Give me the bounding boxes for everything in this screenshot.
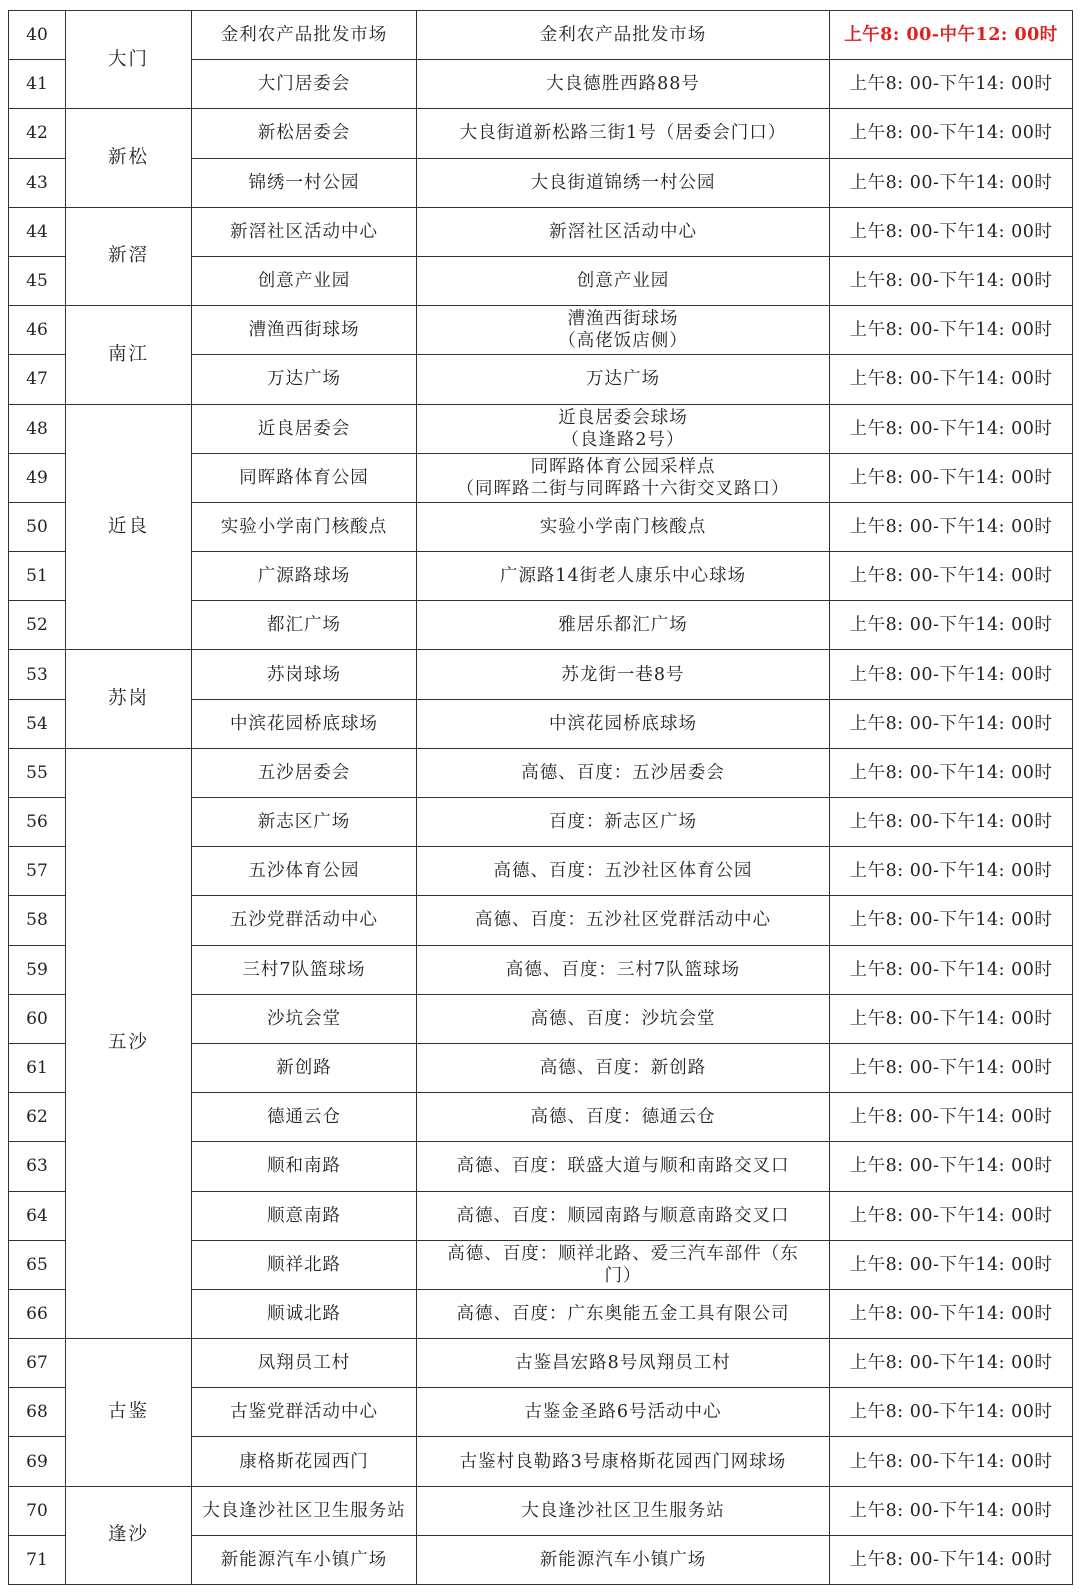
row-number: 51 — [9, 552, 66, 601]
site-address — [417, 11, 830, 60]
sampling-hours: 上午8: 00-下午14: 00时 — [830, 1240, 1073, 1289]
site-name: 新创路 — [192, 1043, 417, 1092]
row-number: 61 — [9, 1043, 66, 1092]
site-address — [417, 552, 830, 601]
site-name: 都汇广场 — [192, 601, 417, 650]
sampling-hours: 上午8: 00-下午14: 00时 — [830, 1339, 1073, 1388]
address-line: 漕渔西街球场 — [567, 309, 679, 330]
site-address — [417, 502, 830, 551]
address-line: 高德、百度：三村7队篮球场 — [505, 959, 741, 980]
row-number: 42 — [9, 109, 66, 158]
address-line: 古鉴金圣路6号活动中心 — [524, 1402, 722, 1423]
sampling-hours: 上午8: 00-下午14: 00时 — [830, 306, 1073, 355]
site-address — [417, 109, 830, 158]
address-line: 高德、百度：沙坑会堂 — [530, 1008, 716, 1029]
community-name: 逢沙 — [66, 1486, 192, 1584]
address-line: 大良街道新松路三街1号（居委会门口） — [459, 123, 787, 144]
site-name: 广源路球场 — [192, 552, 417, 601]
address-line: 创意产业园 — [576, 271, 670, 292]
address-line: （高佬饭店侧） — [558, 331, 688, 352]
sampling-hours: 上午8: 00-下午14: 00时 — [830, 1388, 1073, 1437]
site-address — [417, 1240, 830, 1289]
address-line: 高德、百度：顺祥北路、爱三汽车部件（东 — [447, 1243, 799, 1264]
community-name: 苏岗 — [66, 650, 192, 748]
site-name: 康格斯花园西门 — [192, 1437, 417, 1486]
address-line: 大良逢沙社区卫生服务站 — [521, 1500, 725, 1521]
site-address — [417, 158, 830, 207]
row-number: 56 — [9, 798, 66, 847]
sampling-hours: 上午8: 00-中午12: 00时 — [830, 11, 1073, 60]
row-number: 67 — [9, 1339, 66, 1388]
address-line: 百度：新志区广场 — [549, 812, 697, 833]
site-name: 近良居委会 — [192, 404, 417, 453]
site-name: 顺祥北路 — [192, 1240, 417, 1289]
sampling-site-table-container — [8, 10, 1072, 1585]
site-address — [417, 601, 830, 650]
row-number: 54 — [9, 699, 66, 748]
site-address — [417, 748, 830, 797]
community-name: 近良 — [66, 404, 192, 650]
row-number: 65 — [9, 1240, 66, 1289]
community-name: 古鉴 — [66, 1339, 192, 1487]
sampling-hours: 上午8: 00-下午14: 00时 — [830, 1437, 1073, 1486]
community-name: 南江 — [66, 306, 192, 404]
sampling-hours: 上午8: 00-下午14: 00时 — [830, 1142, 1073, 1191]
address-line: （良逢路2号） — [561, 429, 685, 450]
address-line: 新滘社区活动中心 — [549, 221, 697, 242]
row-number: 40 — [9, 11, 66, 60]
table-row — [9, 11, 1073, 60]
site-name: 中滨花园桥底球场 — [192, 699, 417, 748]
site-name: 五沙党群活动中心 — [192, 896, 417, 945]
address-line: 实验小学南门核酸点 — [539, 516, 707, 537]
sampling-hours: 上午8: 00-下午14: 00时 — [830, 847, 1073, 896]
table-body — [9, 11, 1073, 1585]
row-number: 68 — [9, 1388, 66, 1437]
table-row — [9, 650, 1073, 699]
row-number: 60 — [9, 994, 66, 1043]
address-line: 门） — [604, 1265, 642, 1286]
sampling-hours: 上午8: 00-下午14: 00时 — [830, 256, 1073, 305]
site-address — [417, 256, 830, 305]
row-number: 41 — [9, 60, 66, 109]
row-number: 70 — [9, 1486, 66, 1535]
sampling-hours: 上午8: 00-下午14: 00时 — [830, 650, 1073, 699]
site-address — [417, 1388, 830, 1437]
site-address — [417, 1093, 830, 1142]
site-address — [417, 994, 830, 1043]
row-number: 66 — [9, 1289, 66, 1338]
sampling-hours: 上午8: 00-下午14: 00时 — [830, 552, 1073, 601]
sampling-hours: 上午8: 00-下午14: 00时 — [830, 60, 1073, 109]
address-line: 近良居委会球场 — [558, 407, 688, 428]
site-name: 大门居委会 — [192, 60, 417, 109]
site-address — [417, 945, 830, 994]
address-line: 大良街道锦绣一村公园 — [530, 172, 716, 193]
row-number: 45 — [9, 256, 66, 305]
site-name: 金利农产品批发市场 — [192, 11, 417, 60]
site-name: 新滘社区活动中心 — [192, 207, 417, 256]
address-line: 高德、百度：五沙社区体育公园 — [493, 861, 753, 882]
community-name: 大门 — [66, 11, 192, 109]
sampling-hours: 上午8: 00-下午14: 00时 — [830, 355, 1073, 404]
address-line: （同晖路二街与同晖路十六街交叉路口） — [456, 478, 790, 499]
site-name: 德通云仓 — [192, 1093, 417, 1142]
site-address — [417, 207, 830, 256]
site-name: 凤翔员工村 — [192, 1339, 417, 1388]
sampling-site-table — [8, 10, 1073, 1585]
row-number: 58 — [9, 896, 66, 945]
site-address — [417, 453, 830, 502]
site-name: 大良逢沙社区卫生服务站 — [192, 1486, 417, 1535]
site-name: 万达广场 — [192, 355, 417, 404]
site-address — [417, 847, 830, 896]
site-address — [417, 1191, 830, 1240]
sampling-hours: 上午8: 00-下午14: 00时 — [830, 404, 1073, 453]
address-line: 高德、百度：五沙居委会 — [521, 762, 725, 783]
sampling-hours: 上午8: 00-下午14: 00时 — [830, 109, 1073, 158]
row-number: 59 — [9, 945, 66, 994]
community-name: 新滘 — [66, 207, 192, 305]
site-address — [417, 1339, 830, 1388]
sampling-hours: 上午8: 00-下午14: 00时 — [830, 798, 1073, 847]
sampling-hours: 上午8: 00-下午14: 00时 — [830, 601, 1073, 650]
address-line: 新能源汽车小镇广场 — [539, 1549, 707, 1570]
address-line: 金利农产品批发市场 — [539, 25, 707, 46]
site-address — [417, 650, 830, 699]
table-row — [9, 306, 1073, 355]
site-address — [417, 306, 830, 355]
row-number: 71 — [9, 1535, 66, 1584]
row-number: 50 — [9, 502, 66, 551]
site-address — [417, 699, 830, 748]
table-row — [9, 404, 1073, 453]
site-name: 新松居委会 — [192, 109, 417, 158]
site-name: 三村7队篮球场 — [192, 945, 417, 994]
site-name: 古鉴党群活动中心 — [192, 1388, 417, 1437]
site-address — [417, 896, 830, 945]
site-name: 同晖路体育公园 — [192, 453, 417, 502]
sampling-hours: 上午8: 00-下午14: 00时 — [830, 207, 1073, 256]
address-line: 高德、百度：顺园南路与顺意南路交叉口 — [456, 1205, 790, 1226]
site-address — [417, 798, 830, 847]
site-address — [417, 1142, 830, 1191]
sampling-hours: 上午8: 00-下午14: 00时 — [830, 1486, 1073, 1535]
row-number: 49 — [9, 453, 66, 502]
address-line: 雅居乐都汇广场 — [558, 615, 688, 636]
sampling-hours: 上午8: 00-下午14: 00时 — [830, 699, 1073, 748]
row-number: 44 — [9, 207, 66, 256]
row-number: 62 — [9, 1093, 66, 1142]
table-row — [9, 1486, 1073, 1535]
site-name: 新能源汽车小镇广场 — [192, 1535, 417, 1584]
site-address — [417, 1535, 830, 1584]
row-number: 53 — [9, 650, 66, 699]
row-number: 63 — [9, 1142, 66, 1191]
address-line: 中滨花园桥底球场 — [549, 713, 697, 734]
site-name: 顺和南路 — [192, 1142, 417, 1191]
sampling-hours: 上午8: 00-下午14: 00时 — [830, 1191, 1073, 1240]
row-number: 47 — [9, 355, 66, 404]
sampling-hours: 上午8: 00-下午14: 00时 — [830, 1289, 1073, 1338]
site-address — [417, 60, 830, 109]
site-name: 五沙居委会 — [192, 748, 417, 797]
row-number: 52 — [9, 601, 66, 650]
sampling-hours: 上午8: 00-下午14: 00时 — [830, 158, 1073, 207]
sampling-hours: 上午8: 00-下午14: 00时 — [830, 945, 1073, 994]
address-line: 广源路14街老人康乐中心球场 — [499, 566, 747, 587]
sampling-hours: 上午8: 00-下午14: 00时 — [830, 1043, 1073, 1092]
sampling-hours: 上午8: 00-下午14: 00时 — [830, 896, 1073, 945]
address-line: 万达广场 — [586, 369, 660, 390]
address-line: 高德、百度：新创路 — [539, 1058, 707, 1079]
row-number: 48 — [9, 404, 66, 453]
sampling-hours: 上午8: 00-下午14: 00时 — [830, 502, 1073, 551]
site-name: 实验小学南门核酸点 — [192, 502, 417, 551]
site-address — [417, 355, 830, 404]
site-name: 创意产业园 — [192, 256, 417, 305]
table-row — [9, 748, 1073, 797]
row-number: 57 — [9, 847, 66, 896]
site-name: 锦绣一村公园 — [192, 158, 417, 207]
community-name: 五沙 — [66, 748, 192, 1338]
site-name: 五沙体育公园 — [192, 847, 417, 896]
address-line: 高德、百度：广东奥能五金工具有限公司 — [456, 1303, 790, 1324]
sampling-hours: 上午8: 00-下午14: 00时 — [830, 1093, 1073, 1142]
row-number: 55 — [9, 748, 66, 797]
sampling-hours: 上午8: 00-下午14: 00时 — [830, 453, 1073, 502]
row-number: 64 — [9, 1191, 66, 1240]
sampling-hours: 上午8: 00-下午14: 00时 — [830, 994, 1073, 1043]
sampling-hours: 上午8: 00-下午14: 00时 — [830, 748, 1073, 797]
site-name: 苏岗球场 — [192, 650, 417, 699]
row-number: 43 — [9, 158, 66, 207]
address-line: 古鉴昌宏路8号凤翔员工村 — [515, 1353, 731, 1374]
address-line: 苏龙街一巷8号 — [561, 664, 685, 685]
site-address — [417, 1486, 830, 1535]
site-name: 漕渔西街球场 — [192, 306, 417, 355]
address-line: 高德、百度：联盛大道与顺和南路交叉口 — [456, 1156, 790, 1177]
site-name: 沙坑会堂 — [192, 994, 417, 1043]
site-address — [417, 404, 830, 453]
table-row — [9, 207, 1073, 256]
site-address — [417, 1289, 830, 1338]
address-line: 高德、百度：五沙社区党群活动中心 — [475, 910, 771, 931]
sampling-hours: 上午8: 00-下午14: 00时 — [830, 1535, 1073, 1584]
site-name: 顺诚北路 — [192, 1289, 417, 1338]
community-name: 新松 — [66, 109, 192, 207]
site-name: 新志区广场 — [192, 798, 417, 847]
address-line: 同晖路体育公园采样点 — [530, 456, 716, 477]
row-number: 69 — [9, 1437, 66, 1486]
address-line: 高德、百度：德通云仓 — [530, 1107, 716, 1128]
address-line: 大良德胜西路88号 — [546, 74, 700, 95]
site-name: 顺意南路 — [192, 1191, 417, 1240]
site-address — [417, 1043, 830, 1092]
row-number: 46 — [9, 306, 66, 355]
table-row — [9, 109, 1073, 158]
table-row — [9, 1339, 1073, 1388]
site-address — [417, 1437, 830, 1486]
address-line: 古鉴村良勒路3号康格斯花园西门网球场 — [459, 1451, 787, 1472]
